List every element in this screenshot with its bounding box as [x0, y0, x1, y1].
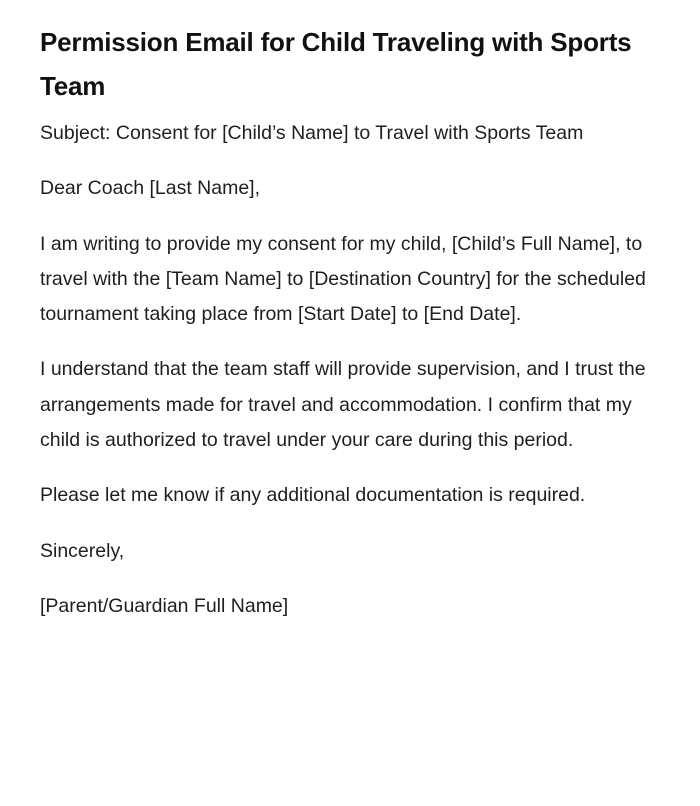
body-paragraph-supervision: I understand that the team staff will provide supervision, and I trust the arrangements made for travel and accommodation. I confirm that my child is authorized to travel under your care during this period.	[40, 358, 646, 452]
body-paragraph-consent: I am writing to provide my consent for my child, [Child’s Full Name], to travel with the [Team Name] to [Destination Country] for the scheduled tournament taking place from [Start Date] to [End Date].	[40, 232, 646, 326]
body-paragraph-documentation: Please let me know if any additional documentation is required.	[40, 484, 586, 507]
email-document	[40, 20, 650, 644]
email-closing: Sincerely,	[40, 539, 125, 562]
document-title: Permission Email for Child Traveling with Sports Team	[40, 27, 632, 101]
email-subject: Subject: Consent for [Child’s Name] to Travel with Sports Team	[40, 122, 584, 144]
email-greeting: Dear Coach [Last Name],	[40, 177, 261, 200]
email-signature: [Parent/Guardian Full Name]	[40, 594, 289, 617]
